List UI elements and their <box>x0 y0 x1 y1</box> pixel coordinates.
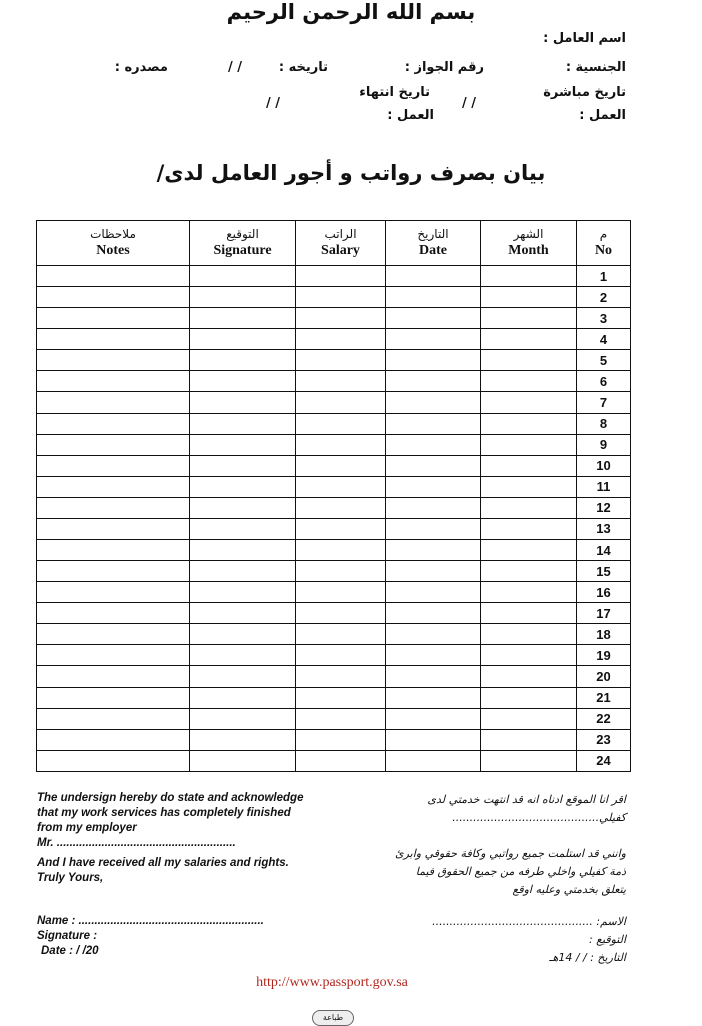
salary-cell[interactable] <box>296 624 386 645</box>
arabic-statement <box>395 791 626 899</box>
signature-cell[interactable] <box>190 729 296 750</box>
header-number-en: No <box>594 242 613 258</box>
date-cell[interactable] <box>386 750 481 771</box>
table-row <box>37 645 631 666</box>
table-row <box>37 582 631 603</box>
start-date-suffix: العمل : <box>579 108 626 123</box>
header-salary <box>296 221 386 266</box>
basmala: بسم الله الرحمن الرحيم <box>226 0 476 24</box>
table-row <box>37 434 631 455</box>
date-cell[interactable] <box>386 687 481 708</box>
month-cell[interactable] <box>481 476 577 497</box>
english-signature-block <box>37 914 264 959</box>
salary-cell[interactable] <box>296 350 386 371</box>
english-statement-line: that my work services has completely finished <box>37 807 291 819</box>
header-notes-en: Notes <box>96 242 130 258</box>
month-cell[interactable] <box>481 371 577 392</box>
row-number-cell: 1 <box>577 266 631 287</box>
notes-cell[interactable] <box>37 497 190 518</box>
date-cell[interactable] <box>386 371 481 392</box>
row-number-cell: 21 <box>577 687 631 708</box>
notes-cell[interactable] <box>37 371 190 392</box>
month-cell[interactable] <box>481 518 577 539</box>
month-cell[interactable] <box>481 287 577 308</box>
signature-cell[interactable] <box>190 750 296 771</box>
header-notes-ar: ملاحظات <box>90 226 136 241</box>
signature-cell[interactable] <box>190 708 296 729</box>
signature-cell[interactable] <box>190 371 296 392</box>
signature-cell[interactable] <box>190 329 296 350</box>
header-month-ar: الشهر <box>513 226 544 241</box>
table-row <box>37 729 631 750</box>
date-cell[interactable] <box>386 645 481 666</box>
date-cell[interactable] <box>386 266 481 287</box>
notes-cell[interactable] <box>37 729 190 750</box>
arabic-name-line: الاسم: .............................................. <box>432 915 626 928</box>
month-cell[interactable] <box>481 645 577 666</box>
month-cell[interactable] <box>481 434 577 455</box>
notes-cell[interactable] <box>37 287 190 308</box>
header-signature-en: Signature <box>213 242 272 258</box>
table-row <box>37 308 631 329</box>
notes-cell[interactable] <box>37 645 190 666</box>
month-cell[interactable] <box>481 350 577 371</box>
row-number-cell: 2 <box>577 287 631 308</box>
month-cell[interactable] <box>481 582 577 603</box>
english-statement-line: And I have received all my salaries and rights. <box>37 857 289 869</box>
date-cell[interactable] <box>386 329 481 350</box>
signature-cell[interactable] <box>190 350 296 371</box>
notes-cell[interactable] <box>37 624 190 645</box>
month-cell[interactable] <box>481 497 577 518</box>
signature-cell[interactable] <box>190 540 296 561</box>
month-cell[interactable] <box>481 413 577 434</box>
salary-cell[interactable] <box>296 392 386 413</box>
table-row <box>37 624 631 645</box>
month-cell[interactable] <box>481 708 577 729</box>
notes-cell[interactable] <box>37 350 190 371</box>
signature-cell[interactable] <box>190 287 296 308</box>
salary-cell[interactable] <box>296 582 386 603</box>
month-cell[interactable] <box>481 624 577 645</box>
row-number-cell: 8 <box>577 413 631 434</box>
table-header-row <box>37 221 631 266</box>
table-row <box>37 497 631 518</box>
passport-date-label: تاريخه : <box>278 60 328 75</box>
salary-cell[interactable] <box>296 413 386 434</box>
signature-cell[interactable] <box>190 666 296 687</box>
signature-cell[interactable] <box>190 582 296 603</box>
month-cell[interactable] <box>481 750 577 771</box>
notes-cell[interactable] <box>37 434 190 455</box>
salary-table <box>36 220 631 772</box>
table-row <box>37 518 631 539</box>
end-date-value: / / <box>266 96 281 111</box>
arabic-date-line: التاريخ : / / 14هـ <box>549 951 626 964</box>
nationality-label: الجنسية : <box>565 60 626 75</box>
header-date-en: Date <box>419 242 447 258</box>
header-notes <box>37 221 190 266</box>
table-row <box>37 708 631 729</box>
signature-cell[interactable] <box>190 413 296 434</box>
signature-cell[interactable] <box>190 624 296 645</box>
form-title: بيان بصرف رواتب و أجور العامل لدى/ <box>156 161 546 185</box>
start-date-value: / / <box>462 96 477 111</box>
notes-cell[interactable] <box>37 518 190 539</box>
date-cell[interactable] <box>386 708 481 729</box>
table-row <box>37 540 631 561</box>
month-cell[interactable] <box>481 308 577 329</box>
month-cell[interactable] <box>481 561 577 582</box>
arabic-statement-line: وانني قد استلمت جميع رواتبي وكافة حقوقي وابرئ <box>394 847 626 860</box>
row-number-cell: 20 <box>577 666 631 687</box>
month-cell[interactable] <box>481 266 577 287</box>
row-number-cell: 19 <box>577 645 631 666</box>
table-row <box>37 561 631 582</box>
notes-cell[interactable] <box>37 392 190 413</box>
notes-cell[interactable] <box>37 687 190 708</box>
row-number-cell: 16 <box>577 582 631 603</box>
salary-cell[interactable] <box>296 476 386 497</box>
row-number-cell: 3 <box>577 308 631 329</box>
salary-cell[interactable] <box>296 645 386 666</box>
header-date-ar: التاريخ <box>417 226 449 241</box>
date-cell[interactable] <box>386 582 481 603</box>
row-number-cell: 7 <box>577 392 631 413</box>
table-row <box>37 371 631 392</box>
table-row <box>37 350 631 371</box>
signature-cell[interactable] <box>190 266 296 287</box>
end-date-suffix: العمل : <box>387 108 434 123</box>
month-cell[interactable] <box>481 666 577 687</box>
month-cell[interactable] <box>481 392 577 413</box>
header-signature-ar: التوقيع <box>226 226 259 241</box>
arabic-signature-block <box>432 913 626 967</box>
date-cell[interactable] <box>386 434 481 455</box>
notes-cell[interactable] <box>37 455 190 476</box>
signature-cell[interactable] <box>190 687 296 708</box>
header-date <box>386 221 481 266</box>
header-month-en: Month <box>508 242 549 258</box>
date-cell[interactable] <box>386 308 481 329</box>
salary-cell[interactable] <box>296 540 386 561</box>
table-row <box>37 476 631 497</box>
notes-cell[interactable] <box>37 603 190 624</box>
date-cell[interactable] <box>386 455 481 476</box>
row-number-cell: 4 <box>577 329 631 350</box>
signature-cell[interactable] <box>190 308 296 329</box>
salary-cell[interactable] <box>296 455 386 476</box>
table-row <box>37 392 631 413</box>
notes-cell[interactable] <box>37 561 190 582</box>
english-name-line: Name : .......................................................... <box>37 915 264 927</box>
row-number-cell: 18 <box>577 624 631 645</box>
salary-cell[interactable] <box>296 287 386 308</box>
date-cell[interactable] <box>386 350 481 371</box>
notes-cell[interactable] <box>37 708 190 729</box>
salary-cell[interactable] <box>296 708 386 729</box>
header-signature <box>190 221 296 266</box>
salary-cell[interactable] <box>296 308 386 329</box>
month-cell[interactable] <box>481 329 577 350</box>
signature-cell[interactable] <box>190 603 296 624</box>
salary-cell[interactable] <box>296 561 386 582</box>
salary-cell[interactable] <box>296 603 386 624</box>
signature-cell[interactable] <box>190 392 296 413</box>
header-number-ar: م <box>599 226 608 241</box>
row-number-cell: 23 <box>577 729 631 750</box>
arabic-statement-line: ذمة كفيلي واخلي طرفه من جميع الحقوق فيما <box>415 865 626 878</box>
table-row <box>37 329 631 350</box>
table-row <box>37 455 631 476</box>
arabic-statement-line: اقر انا الموقع ادناه انه قد انتهت خدمتي لدى <box>427 793 626 806</box>
month-cell[interactable] <box>481 687 577 708</box>
salary-cell[interactable] <box>296 729 386 750</box>
row-number-cell: 12 <box>577 497 631 518</box>
header-number <box>577 221 631 266</box>
row-number-cell: 9 <box>577 434 631 455</box>
english-date-line: Date : / /20 <box>41 945 99 957</box>
row-number-cell: 17 <box>577 603 631 624</box>
table-row <box>37 413 631 434</box>
header-salary-ar: الراتب <box>324 226 357 241</box>
table-row <box>37 687 631 708</box>
date-cell[interactable] <box>386 561 481 582</box>
passport-source-label: مصدره : <box>114 60 168 75</box>
english-statement-line: from my employer <box>37 822 137 834</box>
month-cell[interactable] <box>481 603 577 624</box>
english-statement <box>37 791 303 886</box>
salary-cell[interactable] <box>296 687 386 708</box>
notes-cell[interactable] <box>37 750 190 771</box>
arabic-statement-line: كفيلي.......................................... <box>452 811 626 824</box>
signature-cell[interactable] <box>190 497 296 518</box>
salary-cell[interactable] <box>296 434 386 455</box>
signature-cell[interactable] <box>190 434 296 455</box>
date-cell[interactable] <box>386 497 481 518</box>
salary-cell[interactable] <box>296 518 386 539</box>
month-cell[interactable] <box>481 729 577 750</box>
row-number-cell: 15 <box>577 561 631 582</box>
signature-cell[interactable] <box>190 455 296 476</box>
notes-cell[interactable] <box>37 582 190 603</box>
english-statement-line: Mr. ........................................................ <box>37 837 236 849</box>
notes-cell[interactable] <box>37 266 190 287</box>
salary-cell[interactable] <box>296 666 386 687</box>
salary-cell[interactable] <box>296 329 386 350</box>
row-number-cell: 14 <box>577 540 631 561</box>
row-number-cell: 24 <box>577 750 631 771</box>
month-cell[interactable] <box>481 455 577 476</box>
row-number-cell: 22 <box>577 708 631 729</box>
table-row <box>37 266 631 287</box>
date-cell[interactable] <box>386 392 481 413</box>
header-salary-en: Salary <box>321 242 360 258</box>
arabic-signature-line: التوقيع : <box>588 933 626 946</box>
signature-cell[interactable] <box>190 645 296 666</box>
table-row <box>37 750 631 771</box>
date-cell[interactable] <box>386 540 481 561</box>
date-cell[interactable] <box>386 624 481 645</box>
date-cell[interactable] <box>386 476 481 497</box>
start-date-label: تاريخ مباشرة <box>543 85 626 100</box>
row-number-cell: 6 <box>577 371 631 392</box>
date-cell[interactable] <box>386 603 481 624</box>
table-row <box>37 603 631 624</box>
date-cell[interactable] <box>386 413 481 434</box>
end-date-label: تاريخ انتهاء <box>359 85 430 100</box>
arabic-statement-line: يتعلق بخدمتي وعليه اوقع <box>512 883 626 896</box>
date-cell[interactable] <box>386 518 481 539</box>
notes-cell[interactable] <box>37 308 190 329</box>
signature-cell[interactable] <box>190 476 296 497</box>
notes-cell[interactable] <box>37 540 190 561</box>
notes-cell[interactable] <box>37 666 190 687</box>
print-button[interactable]: طباعة <box>312 1010 354 1026</box>
header-month <box>481 221 577 266</box>
date-cell[interactable] <box>386 287 481 308</box>
date-cell[interactable] <box>386 666 481 687</box>
table-row <box>37 666 631 687</box>
salary-cell[interactable] <box>296 266 386 287</box>
salary-cell[interactable] <box>296 497 386 518</box>
row-number-cell: 10 <box>577 455 631 476</box>
salary-cell[interactable] <box>296 750 386 771</box>
notes-cell[interactable] <box>37 413 190 434</box>
row-number-cell: 13 <box>577 518 631 539</box>
passport-date-value: / / <box>228 60 243 75</box>
passport-url-link[interactable]: http://www.passport.gov.sa <box>256 975 408 990</box>
signature-cell[interactable] <box>190 518 296 539</box>
notes-cell[interactable] <box>37 476 190 497</box>
month-cell[interactable] <box>481 540 577 561</box>
worker-name-label: اسم العامل : <box>543 31 626 46</box>
notes-cell[interactable] <box>37 329 190 350</box>
english-statement-line: Truly Yours, <box>37 872 104 884</box>
signature-cell[interactable] <box>190 561 296 582</box>
salary-cell[interactable] <box>296 371 386 392</box>
english-signature-line: Signature : <box>37 930 98 942</box>
row-number-cell: 5 <box>577 350 631 371</box>
table-row <box>37 287 631 308</box>
english-statement-line: The undersign hereby do state and acknowledge <box>37 792 304 804</box>
date-cell[interactable] <box>386 729 481 750</box>
row-number-cell: 11 <box>577 476 631 497</box>
passport-number-label: رقم الجواز : <box>404 60 484 75</box>
